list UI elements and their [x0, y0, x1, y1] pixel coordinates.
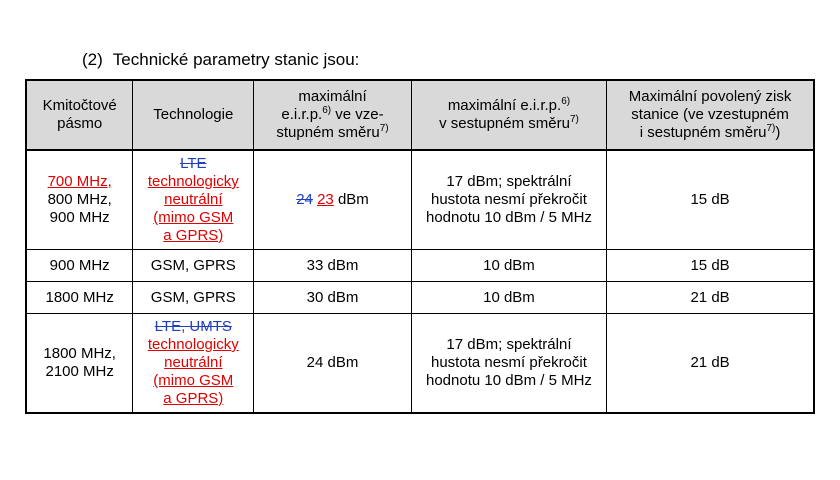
cell-eirp-downlink: 10 dBm: [411, 282, 606, 314]
cell-eirp-downlink: 10 dBm: [411, 250, 606, 282]
cell-frequency: 1800 MHz, 2100 MHz: [26, 314, 133, 414]
inserted-text: technologicky: [147, 336, 239, 353]
cell-frequency: 900 MHz: [26, 250, 133, 282]
section-heading: [82, 50, 359, 70]
cell-gain: 15 dB: [607, 150, 814, 250]
header-max-gain: Maximální povolený zisk stanice (ve vzestupném i sestupném směru$^{7)}$): [607, 80, 814, 150]
cell-eirp-uplink: 24 dBm: [254, 314, 412, 414]
header-frequency-band: Kmitočtové pásmo: [26, 80, 133, 150]
table-row: [26, 250, 814, 282]
header-technology: Technologie: [133, 80, 254, 150]
table-row: [26, 314, 814, 414]
inserted-text: neutrální: [164, 354, 223, 371]
inserted-text: 700 MHz,: [47, 173, 112, 190]
cell-eirp-uplink: 33 dBm: [254, 250, 412, 282]
deleted-text: 24: [296, 191, 313, 208]
table-row: [26, 150, 814, 250]
cell-gain: 21 dB: [607, 314, 814, 414]
section-title: Technické parametry stanic jsou:: [112, 50, 360, 69]
header-eirp-uplink: maximální e.i.r.p.$^{6)}$ ve vze- stupném směru$^{7)}$: [254, 80, 412, 150]
header-eirp-downlink: maximální e.i.r.p.$^{6)}$ v sestupném směru$^{7)}$: [411, 80, 606, 150]
cell-eirp-downlink: 17 dBm; spektrální hustota nesmí překročit hodnotu 10 dBm / 5 MHz: [411, 150, 606, 250]
inserted-text: 23: [317, 191, 334, 208]
table-row: [26, 282, 814, 314]
cell-technology: [133, 150, 254, 250]
inserted-text: technologicky: [147, 173, 239, 190]
cell-frequency: 700 MHz, 800 MHz, 900 MHz: [26, 150, 133, 250]
cell-gain: 15 dB: [607, 250, 814, 282]
inserted-text: a GPRS): [163, 227, 224, 244]
cell-gain: 21 dB: [607, 282, 814, 314]
inserted-text: neutrální: [164, 191, 223, 208]
cell-eirp-downlink: 17 dBm; spektrální hustota nesmí překročit hodnotu 10 dBm / 5 MHz: [411, 314, 606, 414]
header-row: [26, 80, 814, 150]
deleted-text: LTE: [180, 155, 207, 172]
inserted-text: (mimo GSM: [153, 209, 234, 226]
cell-technology: GSM, GPRS: [133, 250, 254, 282]
cell-frequency: 1800 MHz: [26, 282, 133, 314]
cell-technology: GSM, GPRS: [133, 282, 254, 314]
parameters-table: [25, 79, 815, 414]
inserted-text: a GPRS): [163, 390, 224, 407]
cell-eirp-uplink: 30 dBm: [254, 282, 412, 314]
cell-technology: [133, 314, 254, 414]
section-number: (2): [82, 50, 103, 69]
cell-eirp-uplink: 24 23 dBm: [254, 150, 412, 250]
inserted-text: (mimo GSM: [153, 372, 234, 389]
deleted-text: LTE, UMTS: [154, 318, 232, 335]
